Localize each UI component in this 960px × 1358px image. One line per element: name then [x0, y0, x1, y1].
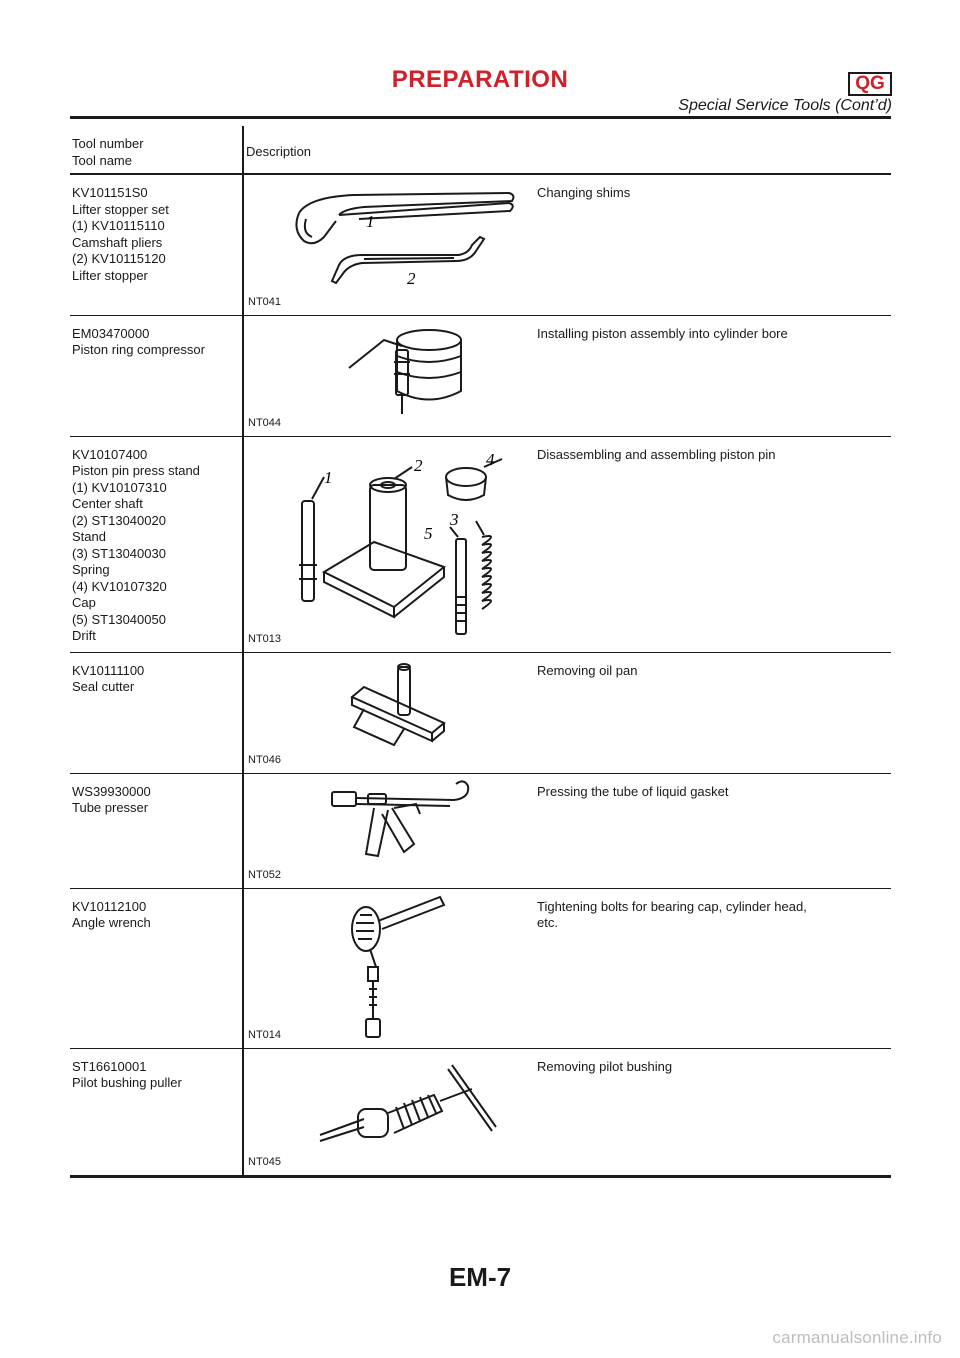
tool-number-header: Tool number — [72, 136, 144, 151]
description-text: Changing shims — [537, 185, 631, 200]
tube-presser-illustration — [244, 774, 537, 889]
description-text: Removing pilot bushing — [537, 1058, 673, 1074]
tool-cell — [70, 888, 243, 1048]
callout-3: 3 — [450, 509, 459, 529]
tool-number: (2) ST13040020 — [72, 512, 166, 528]
tool-name: Seal cutter — [72, 679, 135, 694]
tool-cell — [70, 174, 243, 315]
tool-number: EM03470000 — [72, 325, 150, 341]
page-number: EM-7 — [448, 1262, 512, 1292]
tool-cell — [70, 773, 243, 888]
table-row — [70, 652, 891, 773]
tool-name: Cap — [72, 595, 96, 610]
tool-name: Pilot bushing puller — [72, 1075, 182, 1090]
description-column-header — [243, 126, 891, 174]
tool-name: Piston ring compressor — [72, 342, 205, 357]
description-cell — [537, 652, 891, 773]
callout-5: 5 — [424, 523, 433, 543]
description-text: Disassembling and assembling piston pin — [537, 446, 776, 462]
tool-number: WS39930000 — [72, 783, 151, 799]
piston-pin-press-stand-illustration — [244, 437, 537, 653]
description-cell — [537, 174, 891, 315]
tool-number: (2) KV10115120 — [72, 251, 166, 266]
tool-name: Piston pin press stand — [72, 463, 200, 478]
section-badge: QG — [848, 72, 892, 96]
description-cell — [537, 888, 891, 1048]
tool-name-header: Tool name — [72, 152, 132, 168]
tool-name: Angle wrench — [72, 915, 151, 930]
tool-column-header — [70, 126, 243, 174]
table-row — [70, 1048, 891, 1176]
table-row — [70, 888, 891, 1048]
callout-4: 4 — [486, 449, 495, 469]
tool-name: Stand — [72, 529, 106, 544]
callout-2: 2 — [414, 455, 423, 475]
special-service-tools-table — [70, 126, 891, 1178]
tool-name: Lifter stopper set — [72, 201, 169, 217]
pilot-bushing-puller-illustration — [244, 1049, 537, 1177]
camshaft-pliers-illustration — [244, 175, 537, 316]
illustration-cell — [243, 174, 537, 315]
illustration-cell — [243, 436, 537, 652]
table-row — [70, 436, 891, 652]
tool-number: (3) ST13040030 — [72, 545, 166, 561]
description-cell — [537, 1048, 891, 1176]
figure-code: NT052 — [248, 869, 282, 881]
piston-ring-compressor-illustration — [244, 316, 537, 437]
tool-name: Tube presser — [72, 800, 149, 815]
tool-name: Spring — [72, 562, 110, 577]
page-subtitle: Special Service Tools (Cont’d) — [678, 97, 892, 114]
tool-name: Camshaft pliers — [72, 234, 163, 250]
figure-code: NT014 — [248, 1029, 282, 1041]
tool-number: KV10111100 — [72, 662, 145, 678]
figure-code: NT045 — [248, 1156, 282, 1168]
tool-number: KV10107400 — [72, 446, 148, 462]
table-row — [70, 315, 891, 436]
figure-code: NT041 — [248, 296, 282, 308]
tool-number: KV10112100 — [72, 898, 147, 914]
tool-number: (1) KV10107310 — [72, 479, 167, 495]
figure-code: NT013 — [248, 633, 282, 645]
callout-2: 2 — [407, 269, 416, 288]
angle-wrench-illustration — [244, 889, 537, 1049]
tool-number: (4) KV10107320 — [72, 578, 167, 594]
illustration-cell — [243, 773, 537, 888]
page-title: PREPARATION — [391, 66, 569, 93]
description-header-label: Description — [246, 144, 312, 159]
callout-1: 1 — [324, 467, 333, 487]
table-header-row — [70, 126, 891, 174]
tool-cell — [70, 315, 243, 436]
tool-cell — [70, 1048, 243, 1176]
watermark: carmanualsonline.info — [772, 1328, 942, 1347]
description-text: etc. — [537, 915, 558, 930]
description-cell — [537, 315, 891, 436]
description-text: Tightening bolts for bearing cap, cylinder head, — [537, 898, 807, 914]
table-row — [70, 773, 891, 888]
seal-cutter-illustration — [244, 653, 537, 774]
tool-number: (5) ST13040050 — [72, 611, 166, 627]
figure-code: NT046 — [248, 754, 282, 766]
illustration-cell — [243, 315, 537, 436]
description-text: Installing piston assembly into cylinder bore — [537, 325, 788, 341]
tool-number: ST16610001 — [72, 1058, 147, 1074]
tool-name: Lifter stopper — [72, 267, 148, 283]
tool-cell — [70, 436, 243, 652]
illustration-cell — [243, 888, 537, 1048]
tool-cell — [70, 652, 243, 773]
description-cell — [537, 773, 891, 888]
tool-name: Drift — [72, 628, 96, 643]
header-rule — [70, 116, 891, 119]
description-cell — [537, 436, 891, 652]
description-text: Removing oil pan — [537, 662, 638, 678]
description-text: Pressing the tube of liquid gasket — [537, 783, 729, 799]
tool-number: (1) KV10115110 — [72, 218, 165, 233]
tool-name: Center shaft — [72, 496, 143, 511]
callout-1: 1 — [366, 212, 375, 231]
tool-number: KV101151S0 — [72, 185, 148, 200]
figure-code: NT044 — [248, 417, 282, 429]
illustration-cell — [243, 1048, 537, 1176]
illustration-cell — [243, 652, 537, 773]
table-row — [70, 174, 891, 315]
